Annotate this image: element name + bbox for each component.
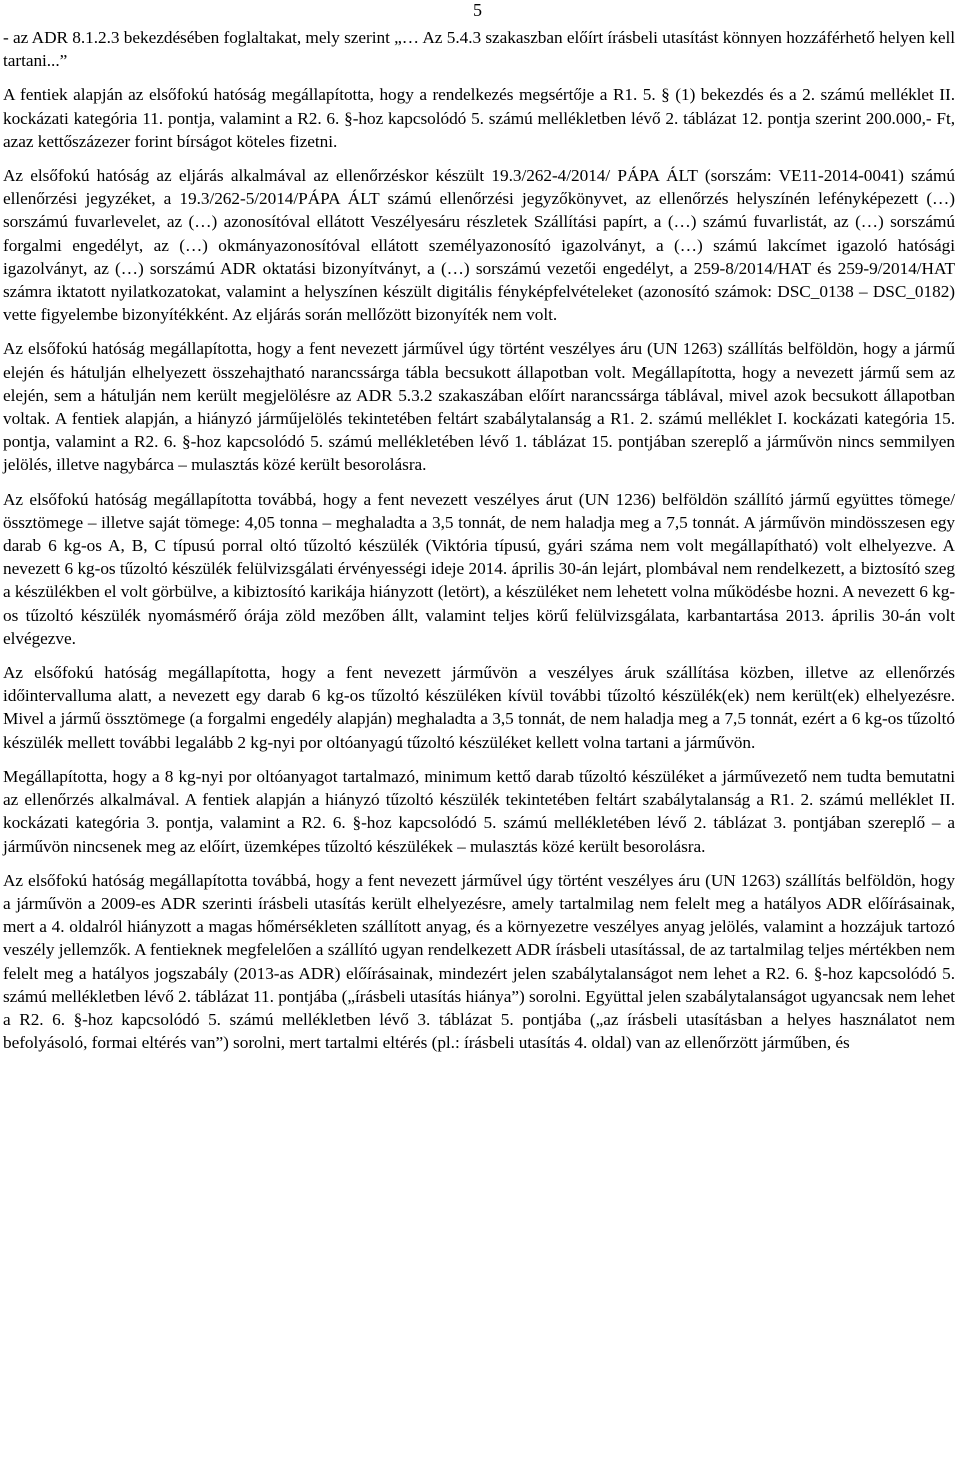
paragraph-extinguisher: Az elsőfokú hatóság megállapította továbbá, hogy a fent nevezett veszélyes árut (UN 1236) belföldön szállító jármű együttes tömege/össztömege – illetve saját tömege: 4,05 tonna – meghaladta a 3,5 tonnát, de nem haladja meg a 7,5 tonnát. A járművön mindösszesen egy darab 6 kg-os A, B, C típusú porral oltó tűzoltó készülék (Viktória típusú, gyári száma nem volt megállapítható) volt elhelyezve. A nevezett 6 kg-os tűzoltó készülék felülvizsgálati érvényességi ideje 2014. április 30-án lejárt, plombával nem rendelkezett, a biztosító szeg a készülékben el volt görbülve, a kibiztosító karikája hiányzott (letört), a készüléket nem lehetett volna működésbe hozni. A nevezett 6 kg-os tűzoltó készülék nyomásmérő órája zöld mezőben állt, valamint teljes körű felülvizsgálata, karbantartása 2013. április 30-án volt elvégezve.: [3, 489, 955, 648]
paragraph-written-instructions: Az elsőfokú hatóság megállapította továbbá, hogy a fent nevezett járművel úgy történt veszélyes áru (UN 1263) szállítás belföldön, hogy a járművön a 2009-es ADR szerinti írásbeli utasítás került elhelyezésre, amely tartalmilag nem felelt meg a hatályos ADR előírásainak, mert a 4. oldalról hiányzott a magas hőmérsékleten szállított anyag, és a környezetre veszélyes anyag jelölés, valamint a hozzájuk tartozó veszély jellemzők. A fentieknek megfelelően a szállító ugyan rendelkezett ADR írásbeli utasítással, de az tartalmilag teljes mértékben nem felelt meg a hatályos jogszabály (2013-as ADR) előírásainak, mindezért jelen szabálytalanságot nem lehet a R2. 6. §-hoz kapcsolódó 5. számú mellékletben lévő 2. táblázat 11. pontjába („írásbeli utasítás hiánya”) sorolni. Együttal jelen szabálytalanságot ugyancsak nem lehet a R2. 6. §-hoz kapcsolódó 5. számú mellékletben lévő 3. táblázat 5. pontjába („az írásbeli utasításban a helyes használatot nem befolyásoló, formai eltérés van”) sorolni, mert tartalmi eltérés (pl.: írásbeli utasítás 4. oldal) van az ellenőrzött járműben, és: [3, 870, 955, 1053]
paragraph-adr-quote: - az ADR 8.1.2.3 bekezdésében foglaltakat, mely szerint „… Az 5.4.3 szakaszban előírt írásbeli utasítást könnyen hozzáférhető helyen kell tartani...”: [3, 28, 955, 71]
page-number: 5: [473, 0, 482, 20]
paragraph-orange-plate: Az elsőfokú hatóság megállapította, hogy a fent nevezett járművel úgy történt veszélyes áru (UN 1263) szállítás belföldön, hogy a jármű elején és hátulján elhelyezett összehajtható narancssárga tábla becsukott állapotban volt. Megállapította, hogy a nevezett jármű sem az elején, sem a hátulján nem került megjelölésre az ADR 5.3.2 szakaszában előírt narancssárga táblával, mivel azok becsukott állapotban voltak. A fentiek alapján, a hiányzó járműjelölés tekintetében feltárt szabálytalanság a R1. 2. számú melléklet I. kockázati kategória 15. pontja, valamint a R2. 6. §-hoz kapcsolódó 5. számú mellékletében lévő 1. táblázat 15. pontjában szereplő a járművön nincs semmilyen jelölés, illetve nagybárca – mulasztás közé került besorolásra.: [3, 339, 955, 475]
paragraph-additional-extinguisher: Az elsőfokú hatóság megállapította, hogy a fent nevezett járművön a veszélyes áruk szállítása közben, illetve az ellenőrzés időintervalluma alatt, a nevezett egy darab 6 kg-os tűzoltó készüléken kívül további tűzoltó készülék(ek) nem került(ek) elhelyezésre. Mivel a jármű össztömege (a forgalmi engedély alapján) meghaladta a 3,5 tonnát, de nem haladja meg a 7,5 tonnát, ezért a 6 kg-os tűzoltó készülék mellett további legalább 2 kg-nyi por oltóanyagú tűzoltó készüléket kellett volna tartani a járművön.: [3, 663, 955, 752]
document-body: [3, 26, 955, 1054]
paragraph-missing-extinguisher: Megállapította, hogy a 8 kg-nyi por oltóanyagot tartalmazó, minimum kettő darab tűzoltó készüléket a járművezető nem tudta bemutatni az ellenőrzés alkalmával. A fentiek alapján a hiányzó tűzoltó készülék tekintetében feltárt szabálytalanság a R1. 2. számú melléklet II. kockázati kategória 3. pontja, valamint a R2. 6. §-hoz kapcsolódó 5. számú mellékletében lévő 2. táblázat 3. pontjában szereplő – a járművön nincsenek meg az előírt, üzemképes tűzoltó készülékek – mulasztás közé került besorolásra.: [3, 766, 955, 856]
paragraph-fine-decision: A fentiek alapján az elsőfokú hatóság megállapította, hogy a rendelkezés megsértője a R1. 5. § (1) bekezdés és a 2. számú melléklet II. kockázati kategória 11. pontja, valamint a R2. 6. §-hoz kapcsolódó 5. számú mellékletben lévő 2. táblázat 12. pontja szerint 200.000,- Ft, azaz kettőszázezer forint bírságot köteles fizetni.: [3, 85, 955, 151]
paragraph-evidence: Az elsőfokú hatóság az eljárás alkalmával az ellenőrzéskor készült 19.3/262-4/2014/ PÁPA ÁLT (sorszám: VE11-2014-0041) számú ellenőrzési jegyzéket, a 19.3/262-5/2014/PÁPA ÁLT számú ellenőrzési jegyzőkönyvet, az ellenőrzés helyszínén lefényképezett (…) sorszámú fuvarlevelet, az (…) azonosítóval ellátott Veszélyesáru részletek Szállítási papírt, a (…) számú fuvarlistát, az (…) sorszámú forgalmi engedélyt, az (…) okmányazonosítóval ellátott személyazonosító igazolványt, a (…) számú lakcímet igazoló hatósági igazolványt, az (…) sorszámú ADR oktatási bizonyítványt, a (…) sorszámú vezetői engedélyt, a 259-8/2014/HAT és 259-9/2014/HAT számra iktatott nyilatkozatokat, valamint a helyszínen készült digitális fényképfelvételeket (azonosító számok: DSC_0138 – DSC_0182) vette figyelembe bizonyítékként. Az eljárás során mellőzött bizonyíték nem volt.: [3, 166, 955, 325]
